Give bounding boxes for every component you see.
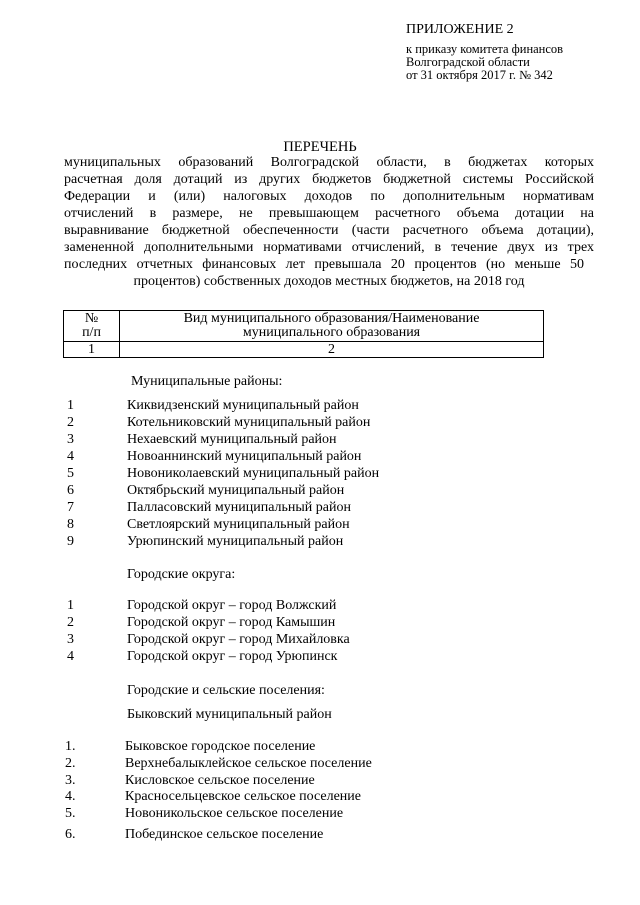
list-header-table [63, 310, 544, 358]
list-item [65, 773, 465, 790]
table-header-row [64, 311, 544, 342]
item-name: Городской округ – город Волжский [127, 598, 337, 613]
description-line: последних отчетных финансовых лет превышала 20 процентов (но меньше 50 [64, 257, 584, 272]
section-heading: Муниципальные районы: [131, 374, 283, 389]
list-item [65, 806, 465, 823]
item-number: 3. [65, 773, 76, 788]
item-number: 6. [65, 827, 76, 842]
item-number: 3 [67, 632, 74, 647]
item-name: Новониколаевский муниципальный район [127, 466, 380, 481]
header-text: муниципального образования [242, 325, 421, 340]
item-name: Красносельцевское сельское поселение [125, 789, 361, 804]
item-name: Новоаннинский муниципальный район [127, 449, 362, 464]
item-name: Городской округ – город Урюпинск [127, 649, 338, 664]
item-number: 4. [65, 789, 76, 804]
item-name: Светлоярский муниципальный район [127, 517, 350, 532]
item-name: Быковское городское поселение [125, 739, 316, 754]
item-number: 4 [67, 449, 74, 464]
item-name: Новоникольское сельское поселение [125, 806, 344, 821]
item-name: Киквидзенский муниципальный район [127, 398, 359, 413]
description-line: расчетная доля дотаций из других бюджетов бюджетной системы Российской [64, 172, 594, 187]
item-number: 2 [67, 415, 74, 430]
appendix-details [406, 43, 636, 82]
item-name: Котельниковский муниципальный район [127, 415, 371, 430]
list-item [67, 398, 467, 415]
appendix-line: Волгоградской области [406, 55, 530, 69]
section-subheading: Быковский муниципальный район [127, 707, 332, 722]
list-item [67, 466, 467, 483]
list-item [65, 739, 465, 756]
table-numbering-row [64, 342, 544, 358]
description-line: Федерации и (или) налоговых доходов по дополнительным нормативам [64, 189, 594, 204]
item-number: 2. [65, 756, 76, 771]
section-heading: Городские округа: [127, 567, 236, 582]
item-name: Побединское сельское поселение [125, 827, 324, 842]
list-item [67, 449, 467, 466]
description-line: выравнивание бюджетной обеспеченности (части расчетного объема дотации), [64, 223, 594, 238]
header-cell-name [120, 311, 544, 342]
appendix-label: ПРИЛОЖЕНИЕ 2 [406, 22, 514, 37]
item-number: 7 [67, 500, 74, 515]
document-description [64, 154, 594, 290]
list-item [67, 632, 467, 649]
list-item [65, 827, 465, 844]
column-number-cell: 2 [120, 342, 544, 358]
item-number: 3 [67, 432, 74, 447]
list-item [65, 789, 465, 806]
list-item [67, 415, 467, 432]
list-item [67, 432, 467, 449]
item-name: Городской округ – город Камышин [127, 615, 336, 630]
item-name: Городской округ – город Михайловка [127, 632, 350, 647]
header-text: п/п [82, 325, 101, 340]
item-name: Кисловское сельское поселение [125, 773, 315, 788]
item-number: 6 [67, 483, 74, 498]
header-cell-number [64, 311, 120, 342]
item-number: 8 [67, 517, 74, 532]
list-item [67, 615, 467, 632]
list-item [67, 534, 467, 551]
item-number: 4 [67, 649, 74, 664]
appendix-block [406, 22, 636, 82]
item-number: 1. [65, 739, 76, 754]
item-name: Октябрьский муниципальный район [127, 483, 345, 498]
item-name: Верхнебалыклейское сельское поселение [125, 756, 372, 771]
description-line: процентов) собственных доходов местных бюджетов, на 2018 год [133, 274, 525, 289]
description-line: отчислений в размере, не превышающем расчетного объема дотации на [64, 206, 594, 221]
header-text: Вид муниципального образования/Наименование [183, 311, 480, 326]
document-title: ПЕРЕЧЕНЬ [283, 139, 357, 155]
description-line: муниципальных образований Волгоградской области, в бюджетах которых [64, 155, 594, 170]
list-item [67, 598, 467, 615]
list-item [67, 517, 467, 534]
list-item [67, 483, 467, 500]
item-number: 2 [67, 615, 74, 630]
item-name: Нехаевский муниципальный район [127, 432, 337, 447]
item-number: 9 [67, 534, 74, 549]
section-heading: Городские и сельские поселения: [127, 683, 325, 698]
list-item [67, 500, 467, 517]
appendix-line: от 31 октября 2017 г. № 342 [406, 68, 553, 82]
item-number: 5. [65, 806, 76, 821]
item-name: Палласовский муниципальный район [127, 500, 351, 515]
item-number: 1 [67, 398, 74, 413]
list-item [65, 756, 465, 773]
appendix-line: к приказу комитета финансов [406, 42, 564, 56]
header-text: № [84, 311, 99, 326]
list-item [67, 649, 467, 666]
description-line: замененной дополнительными нормативами отчислений, в течение двух из трех [64, 240, 594, 255]
item-name: Урюпинский муниципальный район [127, 534, 344, 549]
column-number-cell: 1 [64, 342, 120, 358]
item-number: 1 [67, 598, 74, 613]
item-number: 5 [67, 466, 74, 481]
